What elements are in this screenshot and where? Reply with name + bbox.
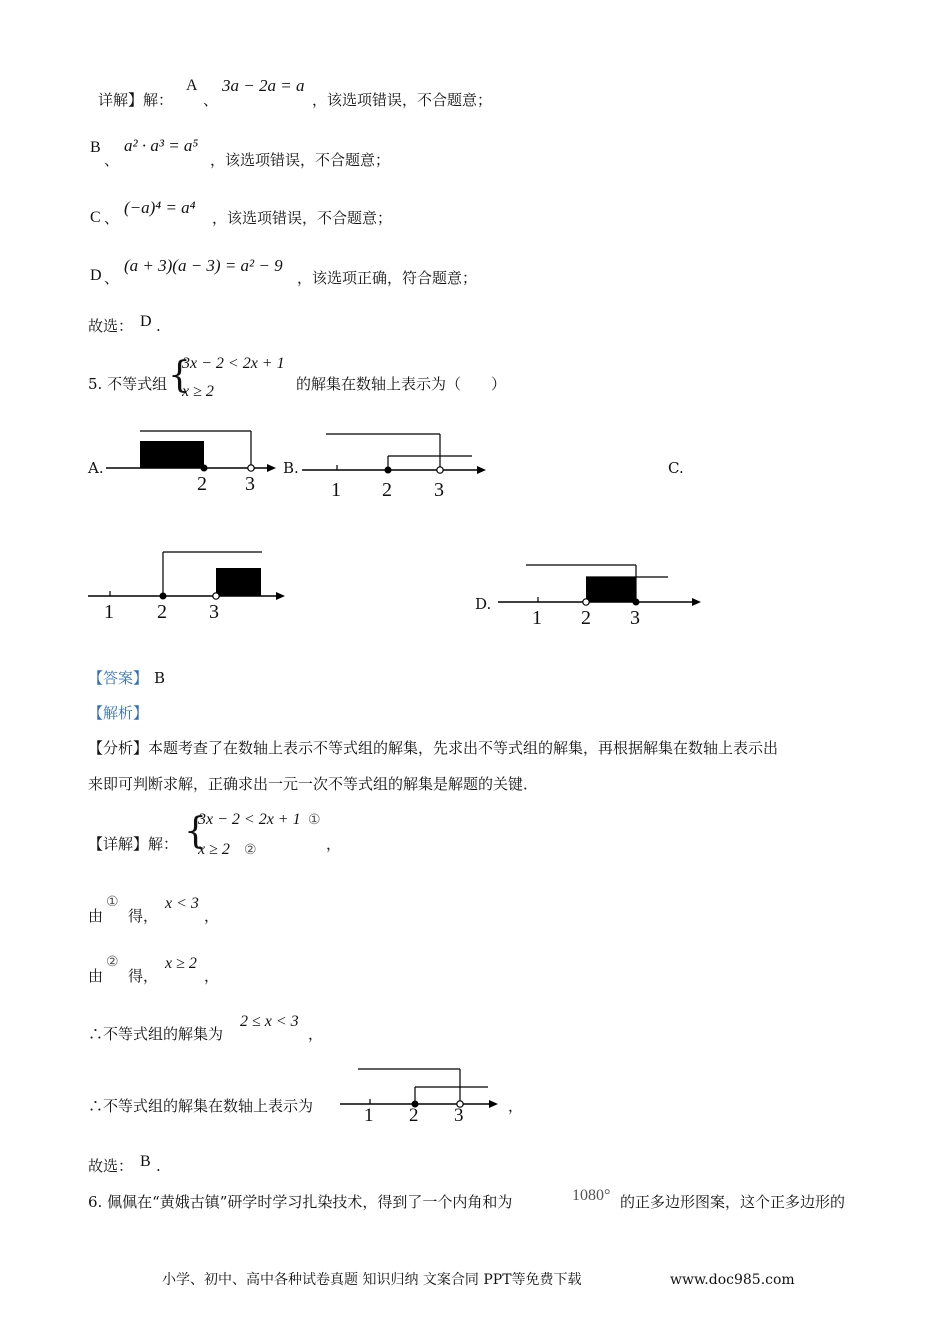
inequality-2: x ≥ 2: [182, 383, 214, 400]
inequality-system: [168, 354, 288, 406]
option-b-letter: B: [90, 139, 101, 156]
comma: ，: [204, 907, 220, 925]
separator: 、: [104, 151, 120, 169]
tick-label: 2: [409, 1105, 419, 1126]
get-label: 得，: [128, 907, 159, 925]
number-line-d: [496, 562, 706, 622]
circled-one: ①: [308, 812, 321, 828]
angle-value: 1080°: [572, 1187, 611, 1204]
tick-label: 3: [454, 1105, 464, 1126]
option-c-note: ，该选项错误，不合题意；: [212, 209, 393, 227]
question-6-text-b: 的正多边形图案，这个正多边形的: [620, 1193, 846, 1211]
choose-label: 故选：: [88, 317, 134, 335]
from-label: 由: [88, 967, 104, 985]
option-d-note: ，该选项正确，符合题意；: [297, 269, 478, 287]
tick-label: 1: [331, 479, 341, 501]
option-c-expression: (−a)⁴ = a⁴: [124, 198, 196, 217]
result-2: x ≥ 2: [165, 955, 197, 972]
option-b-note: ，该选项错误，不合题意；: [210, 151, 391, 169]
inequality-1: 3x − 2 < 2x + 1: [182, 355, 285, 372]
number-line-c: [86, 550, 296, 623]
tick-label: 2: [157, 601, 167, 623]
number-line-a: [104, 428, 284, 498]
circled-one: ①: [106, 894, 119, 910]
option-d-expression: (a + 3)(a − 3) = a² − 9: [124, 256, 283, 275]
separator: 、: [104, 269, 120, 287]
choose-value: B: [140, 1153, 151, 1170]
tick-label: 3: [434, 479, 444, 501]
comma: ，: [326, 835, 342, 853]
period: .: [156, 317, 161, 335]
comma: ，: [308, 1025, 324, 1043]
comma: ，: [508, 1097, 524, 1115]
question-5-number: 5. 不等式组: [88, 375, 168, 393]
footer-text: 小学、初中、高中各种试卷真题 知识归纳 文案合同 PPT等免费下载: [162, 1272, 582, 1288]
tick-label: 1: [104, 601, 114, 623]
detail-label: 详解】解：: [98, 91, 174, 109]
option-d-letter: D: [90, 267, 102, 284]
analysis-label: 【解析】: [88, 704, 149, 722]
option-a-expression: 3a − 2a = a: [222, 76, 305, 95]
circled-two: ②: [106, 954, 119, 970]
tick-label: 2: [382, 479, 392, 501]
option-c-letter: C: [90, 209, 101, 226]
number-line-b: [300, 430, 490, 500]
option-b-expression: a² · a³ = a⁵: [124, 136, 199, 155]
separator: 、: [104, 209, 120, 227]
tick-label: 2: [197, 473, 207, 495]
analysis-text-line-1: 【分析】本题考查了在数轴上表示不等式组的解集，先求出不等式组的解集，再根据解集在数轴上表示出: [88, 739, 779, 757]
choose-value: D: [140, 313, 152, 330]
question-6-text-a: 6. 佩佩在“黄娥古镇”研学时学习扎染技术，得到了一个内角和为: [88, 1193, 513, 1211]
footer-url[interactable]: www.doc985.com: [670, 1272, 795, 1288]
option-a-note: ，该选项错误，不合题意；: [312, 91, 493, 109]
circled-two: ②: [244, 842, 257, 858]
equation-2: x ≥ 2: [198, 841, 230, 858]
get-label: 得，: [128, 967, 159, 985]
comma: ，: [204, 967, 220, 985]
option-a-label: A.: [88, 459, 104, 477]
option-a-letter: A: [186, 77, 198, 94]
solution-system: [184, 808, 344, 864]
tick-label: 3: [245, 473, 255, 495]
axis-prefix: ∴不等式组的解集在数轴上表示为: [88, 1097, 314, 1115]
answer-value: B: [154, 669, 166, 687]
equation-1: 3x − 2 < 2x + 1: [198, 811, 301, 828]
solution-set-prefix: ∴不等式组的解集为: [88, 1025, 224, 1043]
detail-label: 【详解】解：: [88, 835, 179, 853]
tick-label: 3: [209, 601, 219, 623]
tick-label: 1: [532, 607, 542, 629]
solution-set: 2 ≤ x < 3: [240, 1013, 299, 1030]
choose-label: 故选：: [88, 1157, 134, 1175]
tick-label: 1: [364, 1105, 374, 1126]
answer-label: 【答案】: [88, 669, 149, 687]
period: .: [156, 1157, 161, 1175]
from-label: 由: [88, 907, 104, 925]
tick-label: 3: [630, 607, 640, 629]
tick-label: 2: [581, 607, 591, 629]
brace-icon: {: [168, 355, 191, 396]
separator: 、: [203, 91, 219, 109]
option-c-label: C.: [668, 459, 684, 477]
option-d-label: D.: [475, 595, 492, 613]
question-5-tail: 的解集在数轴上表示为（ ）: [296, 375, 507, 393]
brace-icon: {: [184, 811, 207, 852]
result-1: x < 3: [165, 895, 199, 912]
option-b-label: B.: [283, 459, 299, 477]
analysis-text-line-2: 来即可判断求解，正确求出一元一次不等式组的解集是解题的关键．: [88, 775, 539, 793]
